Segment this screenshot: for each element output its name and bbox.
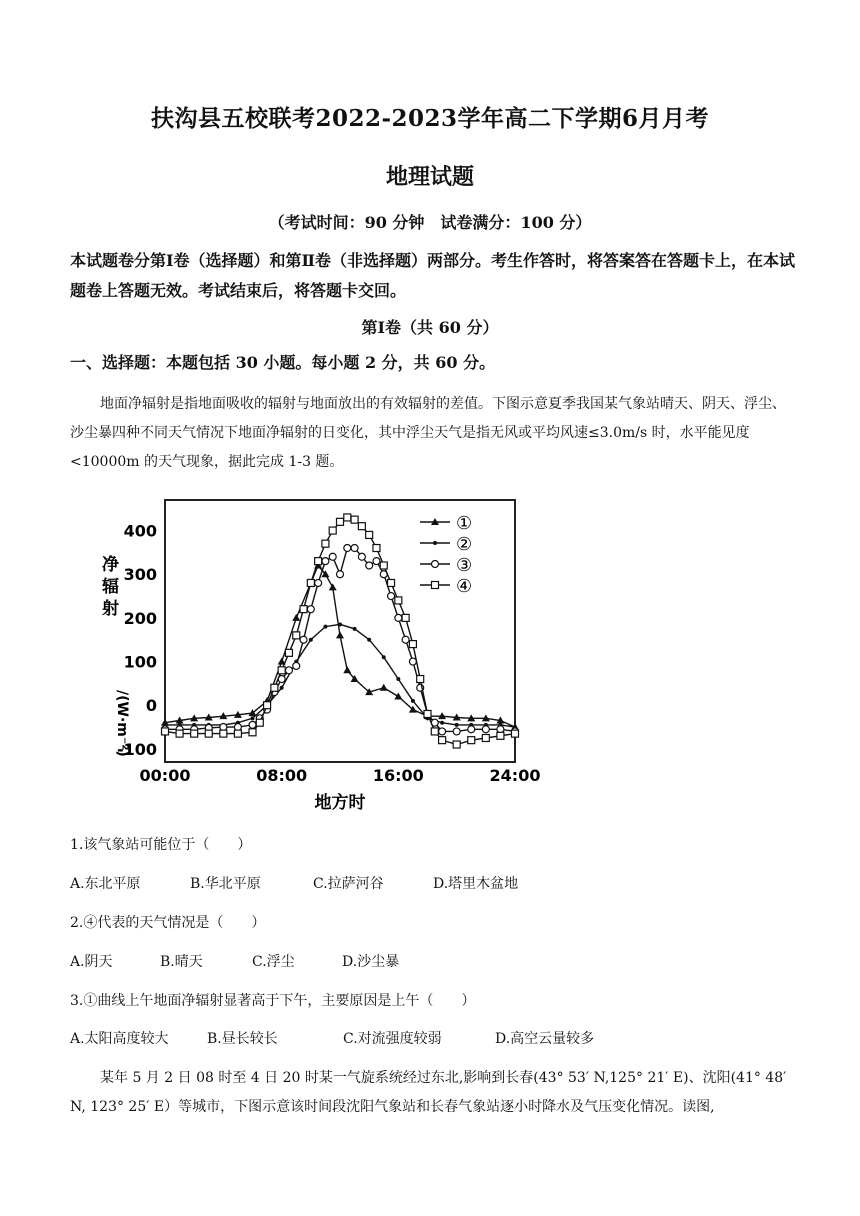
point-marker — [300, 606, 307, 613]
q2-option-a[interactable]: A.阴天 — [70, 954, 113, 970]
exam-info: （考试时间：90 分钟 试卷满分：100 分） — [268, 213, 592, 232]
q3-option-c[interactable]: C.对流强度较弱 — [343, 1031, 442, 1047]
point-marker — [322, 558, 329, 565]
chart-svg — [80, 490, 540, 815]
point-marker — [433, 541, 437, 545]
point-marker — [300, 636, 307, 643]
point-marker — [453, 728, 460, 735]
point-marker — [512, 730, 519, 737]
point-marker — [337, 518, 344, 525]
exam-title: 扶沟县五校联考2022-2023学年高二下学期6月月考 — [150, 105, 710, 132]
point-marker — [280, 686, 284, 690]
point-marker — [337, 571, 344, 578]
point-marker — [367, 638, 371, 642]
x-tick-label: 16:00 — [372, 766, 424, 785]
y-axis-unit: /(W·m⁻²) — [114, 690, 130, 757]
point-marker — [323, 625, 327, 629]
series-line — [165, 624, 515, 727]
point-marker — [382, 655, 386, 659]
point-marker — [329, 583, 337, 590]
point-marker — [424, 710, 431, 717]
point-marker — [455, 723, 459, 727]
point-marker — [343, 666, 351, 673]
question-3-stem: 3.①曲线上午地面净辐射显著高于下午，主要原因是上午（ ） — [70, 993, 476, 1009]
point-marker — [366, 562, 373, 569]
point-marker — [432, 561, 439, 568]
point-marker — [278, 667, 285, 674]
point-marker — [388, 593, 395, 600]
question-2-options — [70, 951, 795, 973]
point-marker — [307, 579, 314, 586]
legend-label: ② — [456, 534, 473, 555]
point-marker — [285, 649, 292, 656]
point-marker — [191, 730, 198, 737]
chart-legend — [420, 513, 472, 597]
q3-option-d[interactable]: D.高空云量较多 — [495, 1031, 595, 1047]
point-marker — [396, 677, 400, 681]
q1-option-c[interactable]: C.拉萨河谷 — [313, 876, 384, 892]
point-marker — [373, 545, 380, 552]
point-marker — [439, 728, 446, 735]
point-marker — [351, 545, 358, 552]
q1-option-d[interactable]: D.塔里木盆地 — [433, 876, 519, 892]
point-marker — [256, 719, 263, 726]
point-marker — [344, 514, 351, 521]
point-marker — [176, 730, 183, 737]
point-marker — [271, 684, 278, 691]
point-marker — [322, 540, 329, 547]
point-marker — [432, 582, 439, 589]
point-marker — [468, 726, 475, 733]
y-tick-label: 300 — [123, 565, 157, 585]
point-marker — [292, 614, 300, 621]
point-marker — [380, 684, 388, 691]
question-2-stem: 2.④代表的天气情况是（ ） — [70, 915, 266, 931]
q2-option-d[interactable]: D.沙尘暴 — [342, 954, 400, 970]
point-marker — [482, 726, 489, 733]
point-marker — [358, 523, 365, 530]
y-tick-label: 100 — [123, 652, 157, 672]
x-tick-label: 24:00 — [489, 766, 540, 785]
point-marker — [439, 737, 446, 744]
point-marker — [411, 699, 415, 703]
point-marker — [388, 579, 395, 586]
point-marker — [338, 622, 342, 626]
point-marker — [468, 737, 475, 744]
point-marker — [394, 693, 402, 700]
point-marker — [497, 732, 504, 739]
point-marker — [329, 527, 336, 534]
point-marker — [205, 730, 212, 737]
point-marker — [234, 724, 241, 731]
point-marker — [307, 606, 314, 613]
point-marker — [373, 558, 380, 565]
point-marker — [440, 721, 444, 725]
point-marker — [315, 579, 322, 586]
passage-2: 某年 5 月 2 日 08 时至 4 日 20 时某一气旋系统经过东北,影响到长春(43° 53′ N,125° 21′ E)、沈阳(41° 48′ N, 123° 25′ E）等城市，下图示意该时间段沈阳气象站和长春气象站逐小时降水及气压变化情况。读图, — [70, 1070, 787, 1115]
exam-instructions: 本试题卷分第Ⅰ卷（选择题）和第Ⅱ卷（非选择题）两部分。考生作答时，将答案答在答题卡上，在本试题卷上答题无效。考试结束后，将答题卡交回。 — [70, 251, 795, 300]
passage-1: 地面净辐射是指地面吸收的辐射与地面放出的有效辐射的差值。下图示意夏季我国某气象站晴天、阴天、浮尘、沙尘暴四种不同天气情况下地面净辐射的日变化，其中浮尘天气是指无风或平均风速≤3.0m/s 时，水平能见度<10000m 的天气现象，据此完成 1-3 题。 — [70, 396, 786, 470]
x-tick-label: 08:00 — [256, 766, 308, 785]
point-marker — [220, 724, 227, 731]
x-axis-label: 地方时 — [314, 793, 366, 813]
question-3-options — [70, 1028, 795, 1050]
point-marker — [309, 638, 313, 642]
section-heading: 一、选择题：本题包括 30 小题。每小题 2 分，共 60 分。 — [70, 353, 496, 372]
point-marker — [395, 597, 402, 604]
point-marker — [315, 558, 322, 565]
point-marker — [353, 627, 357, 631]
point-marker — [402, 636, 409, 643]
point-marker — [264, 702, 271, 709]
subject-title: 地理试题 — [385, 164, 474, 190]
point-marker — [329, 553, 336, 560]
q2-option-c[interactable]: C.浮尘 — [252, 954, 295, 970]
y-tick-label: 0 — [145, 696, 157, 716]
point-marker — [431, 728, 438, 735]
point-marker — [251, 716, 255, 720]
legend-label: ① — [456, 513, 473, 534]
q1-option-b[interactable]: B.华北平原 — [190, 876, 261, 892]
volume-heading: 第Ⅰ卷（共 60 分） — [361, 318, 499, 337]
point-marker — [249, 729, 256, 736]
y-tick-label: 200 — [123, 608, 157, 628]
point-marker — [220, 730, 227, 737]
y-tick-label: 400 — [123, 521, 157, 541]
x-tick-label: 00:00 — [139, 766, 191, 785]
point-marker — [234, 730, 241, 737]
q3-option-b[interactable]: B.昼长较长 — [207, 1031, 278, 1047]
point-marker — [417, 676, 424, 683]
legend-label: ④ — [456, 576, 473, 597]
point-marker — [453, 741, 460, 748]
point-marker — [380, 562, 387, 569]
point-marker — [482, 734, 489, 741]
net-radiation-chart — [80, 490, 540, 819]
y-tick-label: -100 — [116, 739, 157, 759]
point-marker — [409, 641, 416, 648]
point-marker — [249, 721, 256, 728]
point-marker — [402, 614, 409, 621]
point-marker — [344, 545, 351, 552]
point-marker — [351, 516, 358, 523]
point-marker — [395, 614, 402, 621]
q3-option-a[interactable]: A.太阳高度较大 — [70, 1031, 169, 1047]
y-axis-label: 净辐射 — [102, 555, 119, 619]
point-marker — [336, 631, 344, 638]
point-marker — [162, 728, 169, 735]
point-marker — [366, 531, 373, 538]
point-marker — [285, 667, 292, 674]
point-marker — [293, 632, 300, 639]
q2-option-b[interactable]: B.晴天 — [160, 954, 203, 970]
question-1-options — [70, 873, 795, 895]
question-1-stem: 1.该气象站可能位于（ ） — [70, 837, 252, 853]
point-marker — [358, 553, 365, 560]
point-marker — [293, 662, 300, 669]
q1-option-a[interactable]: A.东北平原 — [70, 876, 141, 892]
legend-label: ③ — [456, 555, 473, 576]
